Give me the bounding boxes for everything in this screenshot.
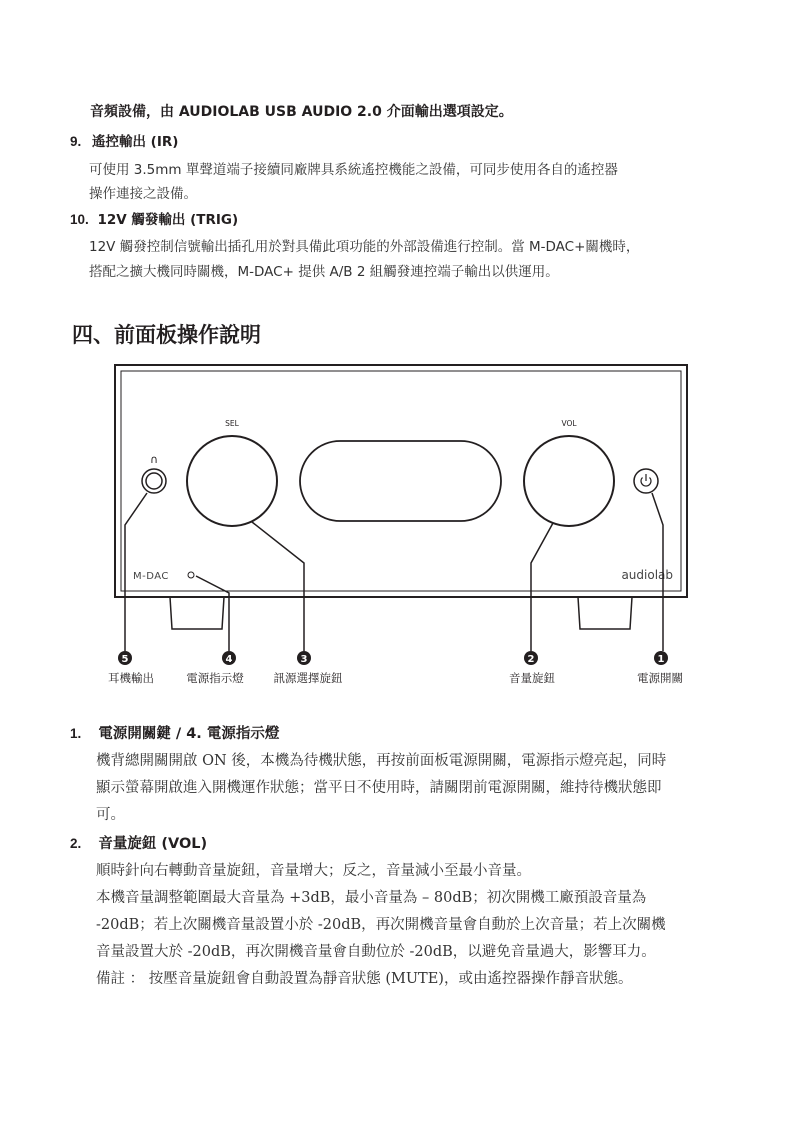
callout-label: 耳機輸出 — [108, 671, 154, 685]
callout-label: 電源開關 — [637, 671, 683, 685]
item2-line: 順時針向右轉動音量旋鈕，音量增大；反之，音量減小至最小音量。 — [96, 863, 531, 879]
section10-heading — [70, 208, 238, 228]
item1-line: 可。 — [96, 807, 125, 823]
item2-line: 音量設置大於 -20dB，再次開機音量會自動位於 -20dB，以避免音量過大，影響耳力。 — [96, 944, 656, 960]
item2-line: 本機音量調整範圍最大音量為 +3dB，最小音量為 – 80dB；初次開機工廠預設音量為 — [96, 890, 647, 906]
item1-title: 電源開關鍵 / 4. 電源指示燈 — [98, 726, 280, 742]
sel-label: SEL — [225, 419, 239, 428]
right-foot — [578, 597, 632, 629]
vol-label: VOL — [561, 419, 577, 428]
section9-line: 操作連接之設備。 — [89, 186, 197, 202]
callout-label: 電源指示燈 — [186, 671, 244, 685]
item1-heading — [70, 722, 279, 743]
item1-number: 1. — [70, 726, 82, 741]
callout-label: 訊源選擇旋鈕 — [273, 671, 343, 685]
chassis-outline — [115, 365, 687, 597]
section9-number: 9. — [70, 134, 82, 149]
item1-line: 顯示螢幕開啟進入開機運作狀態；當平日不使用時，請關閉前電源開關，維持待機狀態即 — [96, 780, 662, 796]
chapter-title: 四、前面板操作說明 — [72, 323, 261, 347]
item1-line: 機背總開關開啟 ON 後，本機為待機狀態，再按前面板電源開關，電源指示燈亮起，同時 — [96, 753, 667, 769]
model-text: M-DAC — [133, 571, 169, 582]
callout-number: 2 — [527, 654, 535, 665]
brand-text: audiolab — [621, 568, 673, 582]
headphone-icon: ∩ — [149, 453, 159, 466]
section9-title: 遙控輸出 (IR) — [91, 134, 179, 150]
item2-title: 音量旋鈕 (VOL) — [98, 836, 208, 852]
left-foot — [170, 597, 224, 629]
section9-line: 可使用 3.5mm 單聲道端子接續同廠牌具系統遙控機能之設備，可同步使用各自的遙控器 — [89, 162, 618, 178]
section10-title: 12V 觸發輸出 (TRIG) — [97, 212, 239, 228]
intro-line: 音頻設備，由 AUDIOLAB USB AUDIO 2.0 介面輸出選項設定。 — [90, 104, 513, 120]
item2-line: -20dB；若上次關機音量設置小於 -20dB，再次開機音量會自動於上次音量；若上次關機 — [96, 917, 666, 933]
item2-line: 備註 ： 按壓音量旋鈕會自動設置為靜音狀態 (MUTE)，或由遙控器操作靜音狀態。 — [96, 971, 633, 987]
section10-number: 10. — [70, 212, 89, 227]
callout-label: 音量旋鈕 — [509, 671, 555, 685]
section9-heading — [70, 130, 178, 150]
callout-number: 1 — [657, 654, 665, 665]
item2-number: 2. — [70, 836, 82, 851]
section10-line: 12V 觸發控制信號輸出插孔用於對具備此項功能的外部設備進行控制。當 M-DAC+關機時， — [89, 239, 640, 255]
item2-heading — [70, 832, 207, 853]
front-panel-diagram — [0, 355, 793, 700]
callout-number: 5 — [121, 654, 129, 665]
callout-number: 3 — [300, 654, 308, 665]
callout-number: 4 — [225, 654, 233, 665]
section10-line: 搭配之擴大機同時關機，M-DAC+ 提供 A/B 2 組觸發連控端子輸出以供運用。 — [89, 264, 559, 280]
